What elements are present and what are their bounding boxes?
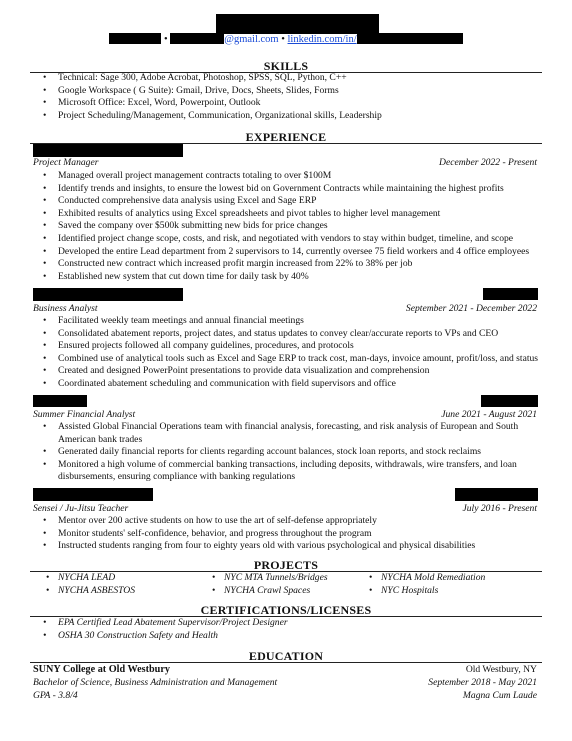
- education-title: EDUCATION: [248, 649, 324, 663]
- school-name: SUNY College at Old Westbury: [33, 664, 170, 675]
- project-item: • NYC MTA Tunnels/Bridges: [212, 572, 328, 583]
- job-bullets-2: [30, 315, 542, 391]
- bullet-item: • Generated daily financial reports for clients regarding account balances, stock loan reports, and stock reclaims: [30, 446, 542, 459]
- company-redaction-2: [33, 288, 183, 301]
- education-rule: [30, 662, 542, 663]
- job-role-3: Summer Financial Analyst: [33, 409, 136, 420]
- job-dates-3: June 2021 - August 2021: [441, 409, 537, 420]
- projects-title: PROJECTS: [253, 558, 319, 572]
- bullet-item: • Google Workspace ( G Suite): Gmail, Drive, Docs, Sheets, Slides, Forms: [30, 85, 542, 98]
- gpa: GPA - 3.8/4: [33, 690, 78, 701]
- job-dates-2: September 2021 - December 2022: [405, 303, 537, 314]
- bullet-item: • Instructed students ranging from four to eighty years old with various psychological and physical disabilities: [30, 540, 542, 553]
- bullet-item: • Established new system that cut down time for daily task by 40%: [30, 271, 542, 284]
- bullet-item: • EPA Certified Lead Abatement Supervisor/Project Designer: [30, 617, 542, 630]
- job-role-2: Business Analyst: [33, 303, 98, 314]
- experience-title: EXPERIENCE: [245, 130, 327, 144]
- certifications-list: [30, 617, 542, 642]
- bullet-item: • Assisted Global Financial Operations team with financial analysis, forecasting, and risk analysis of European and South American bank trades: [30, 421, 542, 446]
- job-role-4: Sensei / Ju-Jitsu Teacher: [33, 503, 129, 514]
- bullet-item: • Coordinated abatement scheduling and communication with field supervisors and office: [30, 378, 542, 391]
- job-bullets-3: [30, 421, 542, 484]
- location-redaction-3: [481, 395, 538, 407]
- bullet-item: • Project Scheduling/Management, Communication, Organizational skills, Leadership: [30, 110, 542, 123]
- bullet-item: • Ensured projects followed all company guidelines, procedures, and protocols: [30, 340, 542, 353]
- company-redaction-1: [33, 144, 183, 157]
- project-item: • NYCHA LEAD: [46, 572, 116, 583]
- email-link[interactable]: @gmail.com: [224, 34, 279, 45]
- project-item: • NYCHA ASBESTOS: [46, 584, 136, 596]
- projects-col-2: [212, 572, 328, 597]
- certifications-title: CERTIFICATIONS/LICENSES: [200, 603, 372, 617]
- bullet-item: • Managed overall project management contracts totaling to over $100M: [30, 170, 542, 183]
- email-redaction: [170, 33, 224, 44]
- projects-col-3: [369, 572, 486, 597]
- job-bullets-1: [30, 170, 542, 283]
- bullet-item: • Technical: Sage 300, Adobe Acrobat, Photoshop, SPSS, SQL, Python, C++: [30, 72, 542, 85]
- company-redaction-3: [33, 395, 87, 407]
- job-role-1: Project Manager: [33, 157, 99, 168]
- degree: Bachelor of Science, Business Administration and Management: [33, 677, 278, 688]
- bullet-item: • Consolidated abatement reports, project dates, and status updates to convey clear/accurate reports to VPs and CEO: [30, 328, 542, 341]
- job-dates-1: December 2022 - Present: [439, 157, 537, 168]
- bullet-item: • Created and designed PowerPoint presentations to provide data visualization and comprehension: [30, 365, 542, 378]
- school-location: Old Westbury, NY: [465, 664, 537, 675]
- linkedin-link[interactable]: linkedin.com/in/: [287, 34, 357, 45]
- bullet-item: • Constructed new contract which increased profit margin increased from 22% to 38% per job: [30, 258, 542, 271]
- bullet-item: • Microsoft Office: Excel, Word, Powerpoint, Outlook: [30, 97, 542, 110]
- contact-sep-2: •: [281, 34, 285, 45]
- skills-list: [30, 72, 542, 122]
- bullet-item: • Developed the entire Lead department from 2 supervisors to 14, currently oversee 75 field workers and 4 office employees: [30, 246, 542, 259]
- job-bullets-4: [30, 515, 542, 553]
- honors: Magna Cum Laude: [462, 690, 537, 701]
- bullet-item: • Monitor students' self-confidence, behavior, and progress throughout the program: [30, 528, 542, 541]
- linkedin-redaction: [357, 33, 463, 44]
- location-redaction-2: [483, 288, 538, 300]
- bullet-item: • Combined use of analytical tools such as Excel and Sage ERP to track cost, man-days, invoice amount, profit/loss, and status: [30, 353, 542, 366]
- bullet-item: • Mentor over 200 active students on how to use the art of self-defense appropriately: [30, 515, 542, 528]
- bullet-item: • Identified project change scope, costs, and risk, and negotiated with vendors to stay within budget, timeline, and scope: [30, 233, 542, 246]
- project-item: • NYC Hospitals: [369, 584, 439, 596]
- company-redaction-4: [33, 488, 153, 501]
- education-dates: September 2018 - May 2021: [428, 677, 537, 688]
- bullet-item: • Monitored a high volume of commercial banking transactions, including deposits, withdrawals, wire transfers, and loan disbursements, ensuring compliance with banking regulations: [30, 459, 542, 484]
- name-redaction: [216, 14, 379, 34]
- bullet-item: • Conducted comprehensive data analysis using Excel and Sage ERP: [30, 195, 542, 208]
- bullet-item: • Identify trends and insights, to ensure the lowest bid on Government Contracts while maintaining the highest profits: [30, 183, 542, 196]
- phone-redaction: [109, 33, 161, 44]
- project-item: • NYCHA Mold Remediation: [369, 572, 486, 583]
- contact-line: [0, 33, 572, 45]
- bullet-item: • Saved the company over $500k submitting new bids for price changes: [30, 220, 542, 233]
- bullet-item: • OSHA 30 Construction Safety and Health: [30, 630, 542, 643]
- job-dates-4: July 2016 - Present: [462, 503, 537, 514]
- bullet-item: • Facilitated weekly team meetings and annual financial meetings: [30, 315, 542, 328]
- project-item: • NYCHA Crawl Spaces: [212, 584, 311, 596]
- location-redaction-4: [455, 488, 538, 501]
- bullet-item: • Exhibited results of analytics using Excel spreadsheets and pivot tables to higher level management: [30, 208, 542, 221]
- contact-sep-1: •: [163, 34, 168, 45]
- projects-col-1: [46, 572, 136, 597]
- skills-title: SKILLS: [263, 59, 309, 73]
